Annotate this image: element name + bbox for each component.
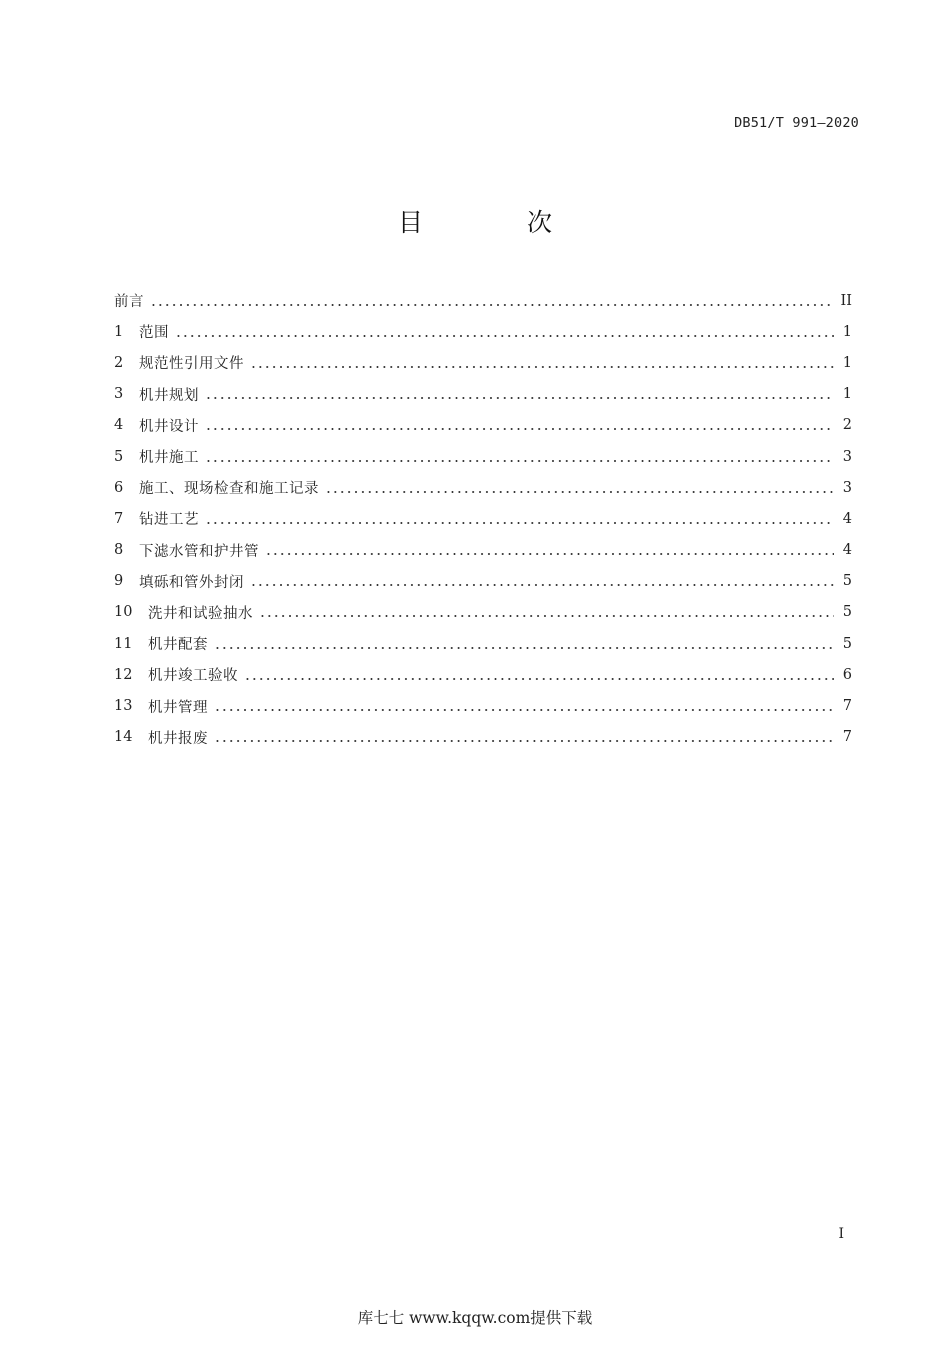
toc-entry-number: 10 bbox=[114, 604, 133, 621]
toc-entry-6[interactable] bbox=[114, 472, 852, 503]
toc-entry-page: 1 bbox=[842, 386, 852, 403]
toc-entry-label: 下滤水管和护井管 bbox=[139, 543, 259, 560]
toc-entry-page: 5 bbox=[842, 604, 852, 621]
toc-entry-foreword[interactable] bbox=[114, 285, 852, 316]
table-of-contents bbox=[114, 285, 852, 753]
toc-entry-page: 7 bbox=[842, 729, 852, 746]
toc-dot-leader bbox=[259, 615, 834, 617]
toc-entry-number: 1 bbox=[114, 323, 124, 340]
toc-entry-11[interactable] bbox=[114, 628, 852, 659]
toc-entry-13[interactable] bbox=[114, 690, 852, 721]
toc-dot-leader bbox=[205, 522, 834, 524]
toc-entry-number: 6 bbox=[114, 479, 124, 496]
toc-entry-label: 范围 bbox=[139, 325, 169, 342]
toc-entry-3[interactable] bbox=[114, 379, 852, 410]
toc-dot-leader bbox=[214, 647, 834, 649]
page-number: I bbox=[838, 1226, 844, 1242]
toc-entry-page: II bbox=[840, 292, 852, 309]
toc-dot-leader bbox=[214, 740, 834, 742]
toc-entry-2[interactable] bbox=[114, 347, 852, 378]
toc-entry-label: 前言 bbox=[114, 294, 144, 311]
toc-entry-number: 14 bbox=[114, 729, 133, 746]
toc-dot-leader bbox=[265, 553, 834, 555]
toc-dot-leader bbox=[205, 460, 834, 462]
toc-entry-number: 4 bbox=[114, 417, 124, 434]
toc-entry-14[interactable] bbox=[114, 722, 852, 753]
toc-entry-label: 机井规划 bbox=[139, 387, 199, 404]
toc-dot-leader bbox=[150, 304, 833, 306]
toc-entry-number: 3 bbox=[114, 386, 124, 403]
toc-entry-number: 8 bbox=[114, 542, 124, 559]
toc-entry-number: 5 bbox=[114, 448, 124, 465]
toc-entry-number: 7 bbox=[114, 510, 124, 527]
toc-entry-8[interactable] bbox=[114, 535, 852, 566]
toc-entry-7[interactable] bbox=[114, 503, 852, 534]
toc-dot-leader bbox=[205, 397, 834, 399]
toc-entry-9[interactable] bbox=[114, 566, 852, 597]
toc-entry-5[interactable] bbox=[114, 441, 852, 472]
toc-entry-page: 3 bbox=[842, 448, 852, 465]
toc-entry-page: 4 bbox=[842, 542, 852, 559]
toc-entry-label: 洗井和试验抽水 bbox=[148, 605, 253, 622]
toc-dot-leader bbox=[205, 428, 834, 430]
toc-entry-label: 机井设计 bbox=[139, 418, 199, 435]
toc-entry-page: 3 bbox=[842, 479, 852, 496]
toc-entry-page: 5 bbox=[842, 573, 852, 590]
toc-entry-label: 机井报废 bbox=[148, 730, 208, 747]
toc-entry-page: 4 bbox=[842, 510, 852, 527]
toc-entry-4[interactable] bbox=[114, 410, 852, 441]
toc-entry-label: 填砾和管外封闭 bbox=[139, 574, 244, 591]
toc-dot-leader bbox=[325, 491, 834, 493]
toc-entry-label: 机井管理 bbox=[148, 699, 208, 716]
toc-entry-1[interactable] bbox=[114, 316, 852, 347]
toc-entry-label: 机井竣工验收 bbox=[148, 668, 238, 685]
toc-dot-leader bbox=[175, 335, 834, 337]
toc-entry-page: 1 bbox=[842, 323, 852, 340]
toc-entry-number: 13 bbox=[114, 698, 133, 715]
toc-dot-leader bbox=[250, 366, 834, 368]
toc-entry-label: 机井配套 bbox=[148, 637, 208, 654]
toc-dot-leader bbox=[214, 709, 834, 711]
toc-entry-label: 机井施工 bbox=[139, 450, 199, 467]
toc-entry-label: 钻进工艺 bbox=[139, 512, 199, 529]
toc-entry-number: 2 bbox=[114, 354, 124, 371]
toc-entry-number: 11 bbox=[114, 635, 133, 652]
toc-entry-page: 1 bbox=[842, 354, 852, 371]
toc-entry-label: 施工、现场检查和施工记录 bbox=[139, 481, 319, 498]
footer-watermark: 库七七 www.kqqw.com提供下载 bbox=[357, 1309, 593, 1327]
standard-code: DB51/T 991—2020 bbox=[734, 115, 859, 131]
toc-dot-leader bbox=[250, 584, 834, 586]
toc-entry-number: 12 bbox=[114, 666, 133, 683]
page-title: 目 次 bbox=[398, 208, 600, 237]
toc-entry-page: 6 bbox=[842, 666, 852, 683]
toc-dot-leader bbox=[244, 678, 834, 680]
toc-entry-number: 9 bbox=[114, 573, 124, 590]
toc-entry-page: 7 bbox=[842, 698, 852, 715]
toc-entry-label: 规范性引用文件 bbox=[139, 356, 244, 373]
toc-entry-12[interactable] bbox=[114, 659, 852, 690]
toc-entry-page: 5 bbox=[842, 635, 852, 652]
toc-entry-10[interactable] bbox=[114, 597, 852, 628]
toc-entry-page: 2 bbox=[842, 417, 852, 434]
